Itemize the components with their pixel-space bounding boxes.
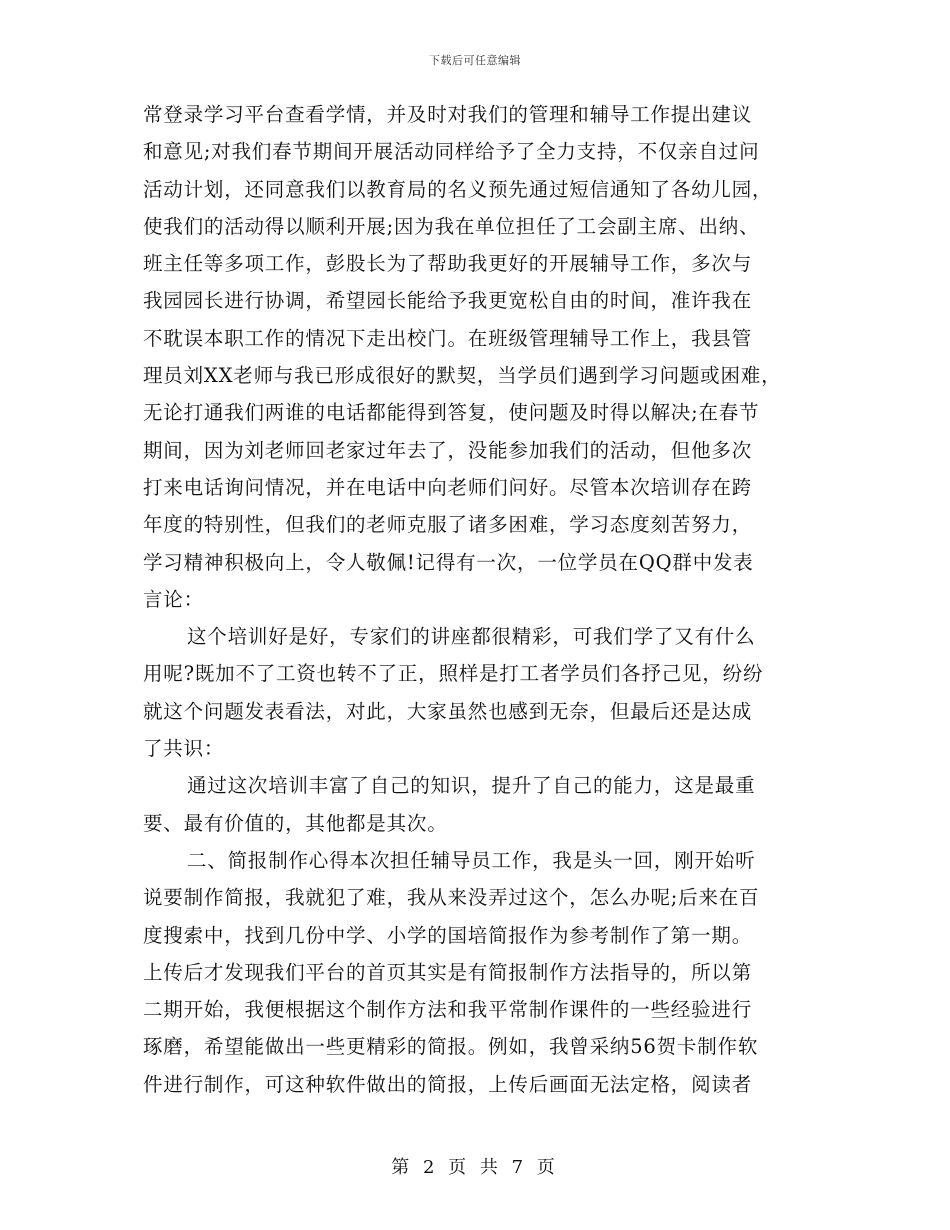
text-line: 用呢?既加不了工资也转不了正，照样是打工者学员们各抒己见，纷纷 xyxy=(143,662,764,686)
page-footer: 第 2 页 共 7 页 xyxy=(391,1157,559,1178)
text-line: 活动计划，还同意我们以教育局的名义预先通过短信通知了各幼儿园， xyxy=(143,177,773,201)
text-line: 要、最有价值的，其他都是其次。 xyxy=(143,811,448,835)
text-line: 常登录学习平台查看学情，并及时对我们的管理和辅导工作提出建议 xyxy=(143,103,753,126)
text-line: 我园园长进行协调，希望园长能给予我更宽松自由的时间，准许我在 xyxy=(143,289,753,313)
text-line: 件进行制作，可这种软件做出的简报，上传后画面无法定格，阅读者 xyxy=(143,1072,753,1096)
text-line: 不耽误本职工作的情况下走出校门。在班级管理辅导工作上，我县管 xyxy=(143,326,753,350)
text-line: 说要制作简报，我就犯了难，我从来没弄过这个，怎么办呢;后来在百 xyxy=(143,886,760,910)
text-line: 使我们的活动得以顺利开展;因为我在单位担任了工会副主席、出纳、 xyxy=(143,214,760,238)
document-body xyxy=(143,96,813,1103)
text-line: 打来电话询问情况，并在电话中向老师们问好。尽管本次培训存在跨 xyxy=(143,475,753,499)
text-line: 琢磨，希望能做出一些更精彩的简报。例如，我曾采纳56贺卡制作软 xyxy=(143,1035,759,1059)
text-line: 学习精神积极向上，令人敬佩!记得有一次，一位学员在QQ群中发表 xyxy=(143,550,754,574)
text-line: 二期开始，我便根据这个制作方法和我平常制作课件的一些经验进行 xyxy=(143,998,753,1022)
text-line: 上传后才发现我们平台的首页其实是有简报制作方法指导的，所以第 xyxy=(143,960,753,984)
page-header: 下载后可任意编辑 xyxy=(429,54,521,67)
paragraph-start-line: 二、简报制作心得本次担任辅导员工作，我是头一回，刚开始听 xyxy=(187,848,756,872)
text-line: 言论： xyxy=(143,587,204,611)
text-line: 期间，因为刘老师回老家过年去了，没能参加我们的活动，但他多次 xyxy=(143,438,753,462)
text-line: 就这个问题发表看法，对此，大家虽然也感到无奈，但最后还是达成 xyxy=(143,699,753,723)
paragraph-start-line: 通过这次培训丰富了自己的知识，提升了自己的能力，这是最重 xyxy=(187,774,756,798)
text-line: 度搜索中，找到几份中学、小学的国培简报作为参考制作了第一期。 xyxy=(143,923,753,947)
text-line: 班主任等多项工作，彭股长为了帮助我更好的开展辅导工作，多次与 xyxy=(143,252,753,276)
text-line: 理员刘XX老师与我已形成很好的默契，当学员们遇到学习问题或困难， xyxy=(143,364,782,388)
text-line: 和意见;对我们春节期间开展活动同样给予了全力支持，不仅亲自过问 xyxy=(143,140,760,164)
text-line: 了共识： xyxy=(143,737,225,761)
paragraph-start-line: 这个培训好是好，专家们的讲座都很精彩，可我们学了又有什么 xyxy=(187,625,756,649)
text-line: 无论打通我们两谁的电话都能得到答复，使问题及时得以解决;在春节 xyxy=(143,401,760,425)
text-line: 年度的特别性，但我们的老师克服了诸多困难，学习态度刻苦努力， xyxy=(143,513,753,537)
